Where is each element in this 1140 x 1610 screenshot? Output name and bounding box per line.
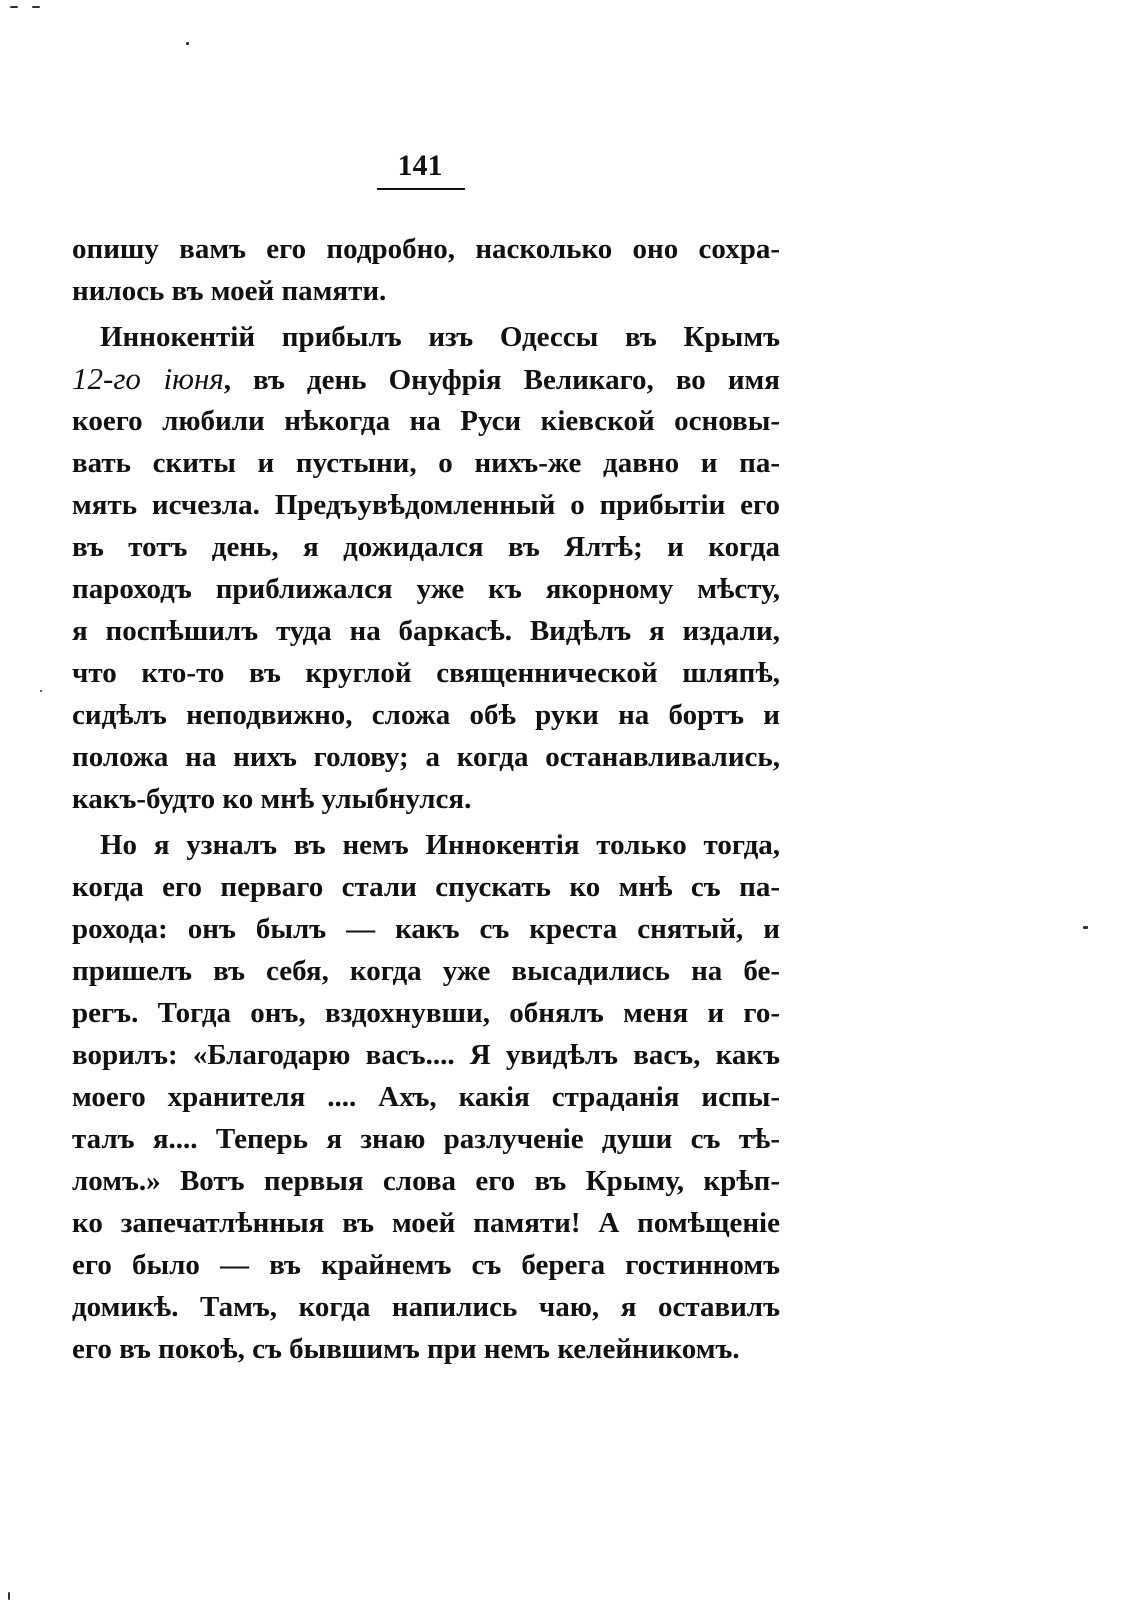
- text-line: рохода: онъ былъ — какъ съ креста снятый, и: [72, 913, 780, 945]
- scan-speck: [186, 42, 189, 45]
- text-body: [72, 228, 780, 1370]
- text-line: домикѣ. Тамъ, когда напились чаю, я оставилъ: [72, 1291, 780, 1323]
- scan-speck: [40, 690, 42, 692]
- page-number: 141: [397, 149, 443, 182]
- text-line: когда его перваго стали спускать ко мнѣ съ па-: [72, 871, 780, 903]
- page-number-rule: [377, 188, 465, 190]
- text-line: положа на нихъ голову; а когда останавливались,: [72, 741, 780, 773]
- text-line: Но я узналъ въ немъ Иннокентія только тогда,: [100, 829, 780, 861]
- scan-speck: [10, 6, 18, 8]
- text-line: мять исчезла. Предъувѣдомленный о прибытіи его: [72, 489, 780, 521]
- scan-speck: [8, 1592, 10, 1600]
- text-line-with-date: [72, 358, 780, 400]
- text-line: какъ-будто ко мнѣ улыбнулся.: [72, 783, 472, 815]
- text-line: ко запечатлѣнныя въ моей памяти! А помѣщеніе: [72, 1207, 780, 1239]
- text-line: ломъ.» Вотъ первыя слова его въ Крыму, крѣп-: [72, 1165, 780, 1197]
- text-line-rest: , въ день Онуфрія Великаго, во имя: [223, 364, 780, 396]
- italic-date: 12-го іюня: [72, 361, 224, 396]
- text-line: что кто-то въ круглой священнической шляпѣ,: [72, 657, 780, 689]
- text-line: сидѣлъ неподвижно, сложа обѣ руки на бортъ и: [72, 699, 780, 731]
- text-line: регъ. Тогда онъ, вздохнувши, обнялъ меня и го-: [72, 997, 780, 1029]
- text-line: я поспѣшилъ туда на баркасѣ. Видѣлъ я издали,: [72, 615, 780, 647]
- text-line: его было — въ крайнемъ съ берега гостинномъ: [72, 1249, 780, 1281]
- text-line: его въ покоѣ, съ бывшимъ при немъ келейникомъ.: [72, 1333, 740, 1365]
- text-line: въ тотъ день, я дожидался въ Ялтѣ; и когда: [72, 531, 780, 563]
- scan-speck: [32, 6, 40, 8]
- scan-speck: [1083, 926, 1088, 929]
- text-line: Иннокентій прибылъ изъ Одессы въ Крымъ: [100, 321, 780, 353]
- text-line: нилось въ моей памяти.: [72, 275, 387, 307]
- text-line: коего любили нѣкогда на Руси кіевской основы-: [72, 405, 780, 437]
- text-line: ворилъ: «Благодарю васъ.... Я увидѣлъ васъ, какъ: [72, 1039, 780, 1071]
- text-line: талъ я.... Теперь я знаю разлученіе души съ тѣ-: [72, 1123, 780, 1155]
- text-line: пароходъ приближался уже къ якорному мѣсту,: [72, 573, 780, 605]
- text-line: опишу вамъ его подробно, насколько оно сохра-: [72, 233, 780, 265]
- text-line: пришелъ въ себя, когда уже высадились на бе-: [72, 955, 780, 987]
- text-line: моего хранителя .... Ахъ, какія страданія испы-: [72, 1081, 780, 1113]
- text-line: вать скиты и пустыни, о нихъ-же давно и па-: [72, 447, 780, 479]
